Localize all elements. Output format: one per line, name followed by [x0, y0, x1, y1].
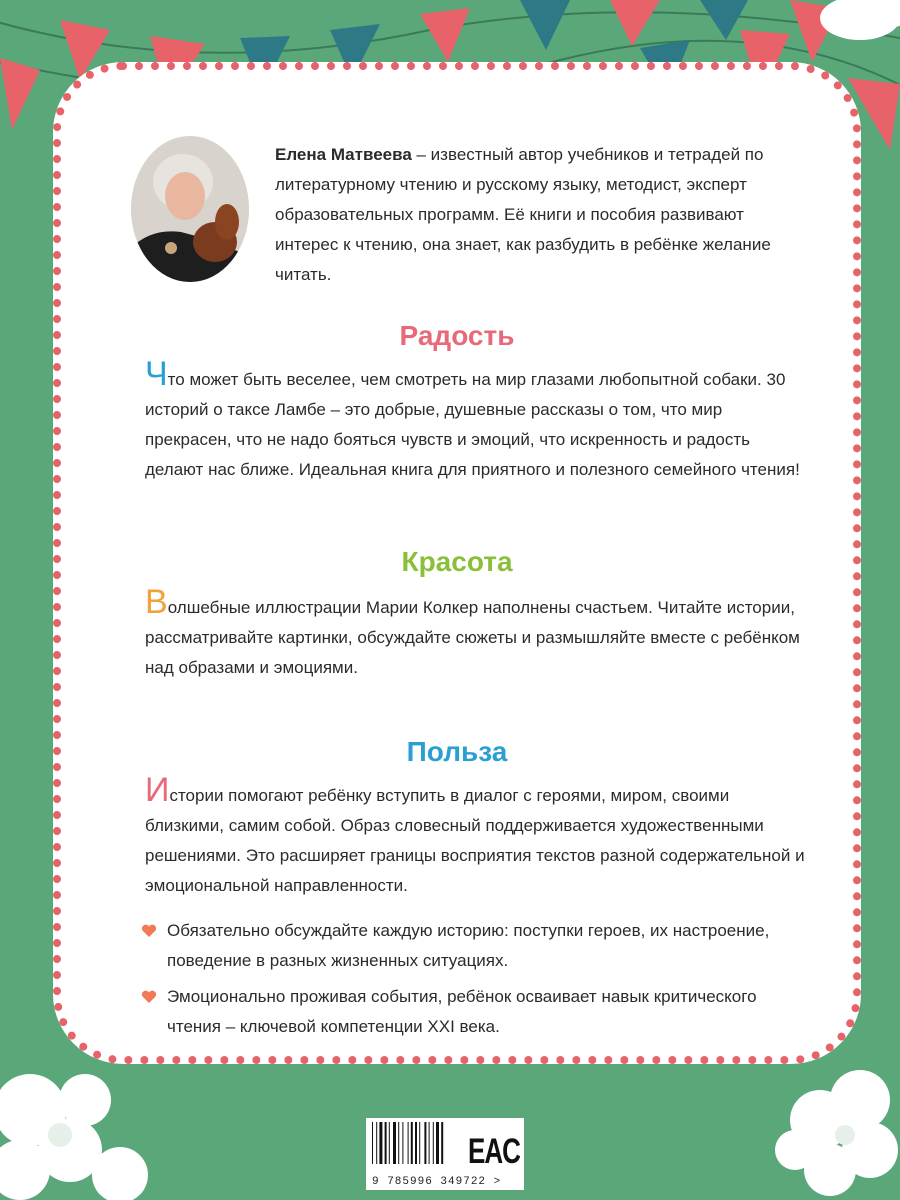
section-title-radost: Радость — [399, 320, 515, 351]
section-title-krasota: Красота — [401, 546, 513, 577]
content-card — [53, 62, 861, 1064]
section-title-polza: Польза — [406, 736, 508, 767]
bullet-text: Обязательно обсуждайте каждую историю: поступки героев, их настроение, поведение в разных жизненных ситуациях. — [167, 921, 770, 970]
dropcap-krasota: В — [145, 583, 168, 621]
bullet-text: Эмоционально проживая события, ребёнок осваивает навык критического чтения – ключевой компетенции XXI века. — [167, 987, 757, 1036]
section-text-radost — [145, 355, 805, 485]
author-portrait — [131, 136, 249, 282]
section-text-krasota — [145, 583, 805, 683]
author-intro-text: – известный автор учебников и тетрадей по литературному чтению и русскому языку, методист, эксперт образовательных программ. Её книги и пособия развивают интерес к чтению, она знает, как разбудить в ребёнке желание читать. — [275, 145, 771, 284]
eac-mark-text: EAC — [468, 1130, 520, 1171]
portrait-photo-icon — [131, 136, 249, 282]
heart-bullet-icon — [141, 924, 157, 938]
dropcap-radost: Ч — [145, 355, 168, 393]
section-body-radost: то может быть веселее, чем смотреть на мир глазами любопытной собаки. 30 историй о таксе Ламбе – это добрые, душевные рассказы о том, что мир прекрасен, что не надо бояться чувств и эмоций, что искренность и радость делают нас ближе. Идеальная книга для приятного и полезного семейного чтения! — [145, 370, 800, 479]
bullet-item — [137, 916, 807, 976]
barcode-bars — [372, 1122, 468, 1176]
bullet-item — [137, 982, 807, 1042]
eac-mark — [470, 1126, 518, 1176]
section-body-krasota: олшебные иллюстрации Марии Колкер наполнены счастьем. Читайте истории, рассматривайте картинки, обсуждайте сюжеты и размышляйте вместе с ребёнком над образами и эмоциями. — [145, 598, 800, 677]
heart-bullet-icon — [141, 990, 157, 1004]
author-intro — [275, 140, 795, 290]
dropcap-polza: И — [145, 771, 170, 809]
section-text-polza — [145, 771, 805, 901]
section-body-polza: стории помогают ребёнку вступить в диалог с героями, миром, своими близкими, самим собой. Образ словесный поддерживается художественными решениями. Это расширяет границы восприятия текстов разной содержательной и эмоциональной направленности. — [145, 786, 805, 895]
author-name: Елена Матвеева — [275, 145, 412, 164]
barcode-number: 9 785996 349722 > — [372, 1176, 502, 1188]
